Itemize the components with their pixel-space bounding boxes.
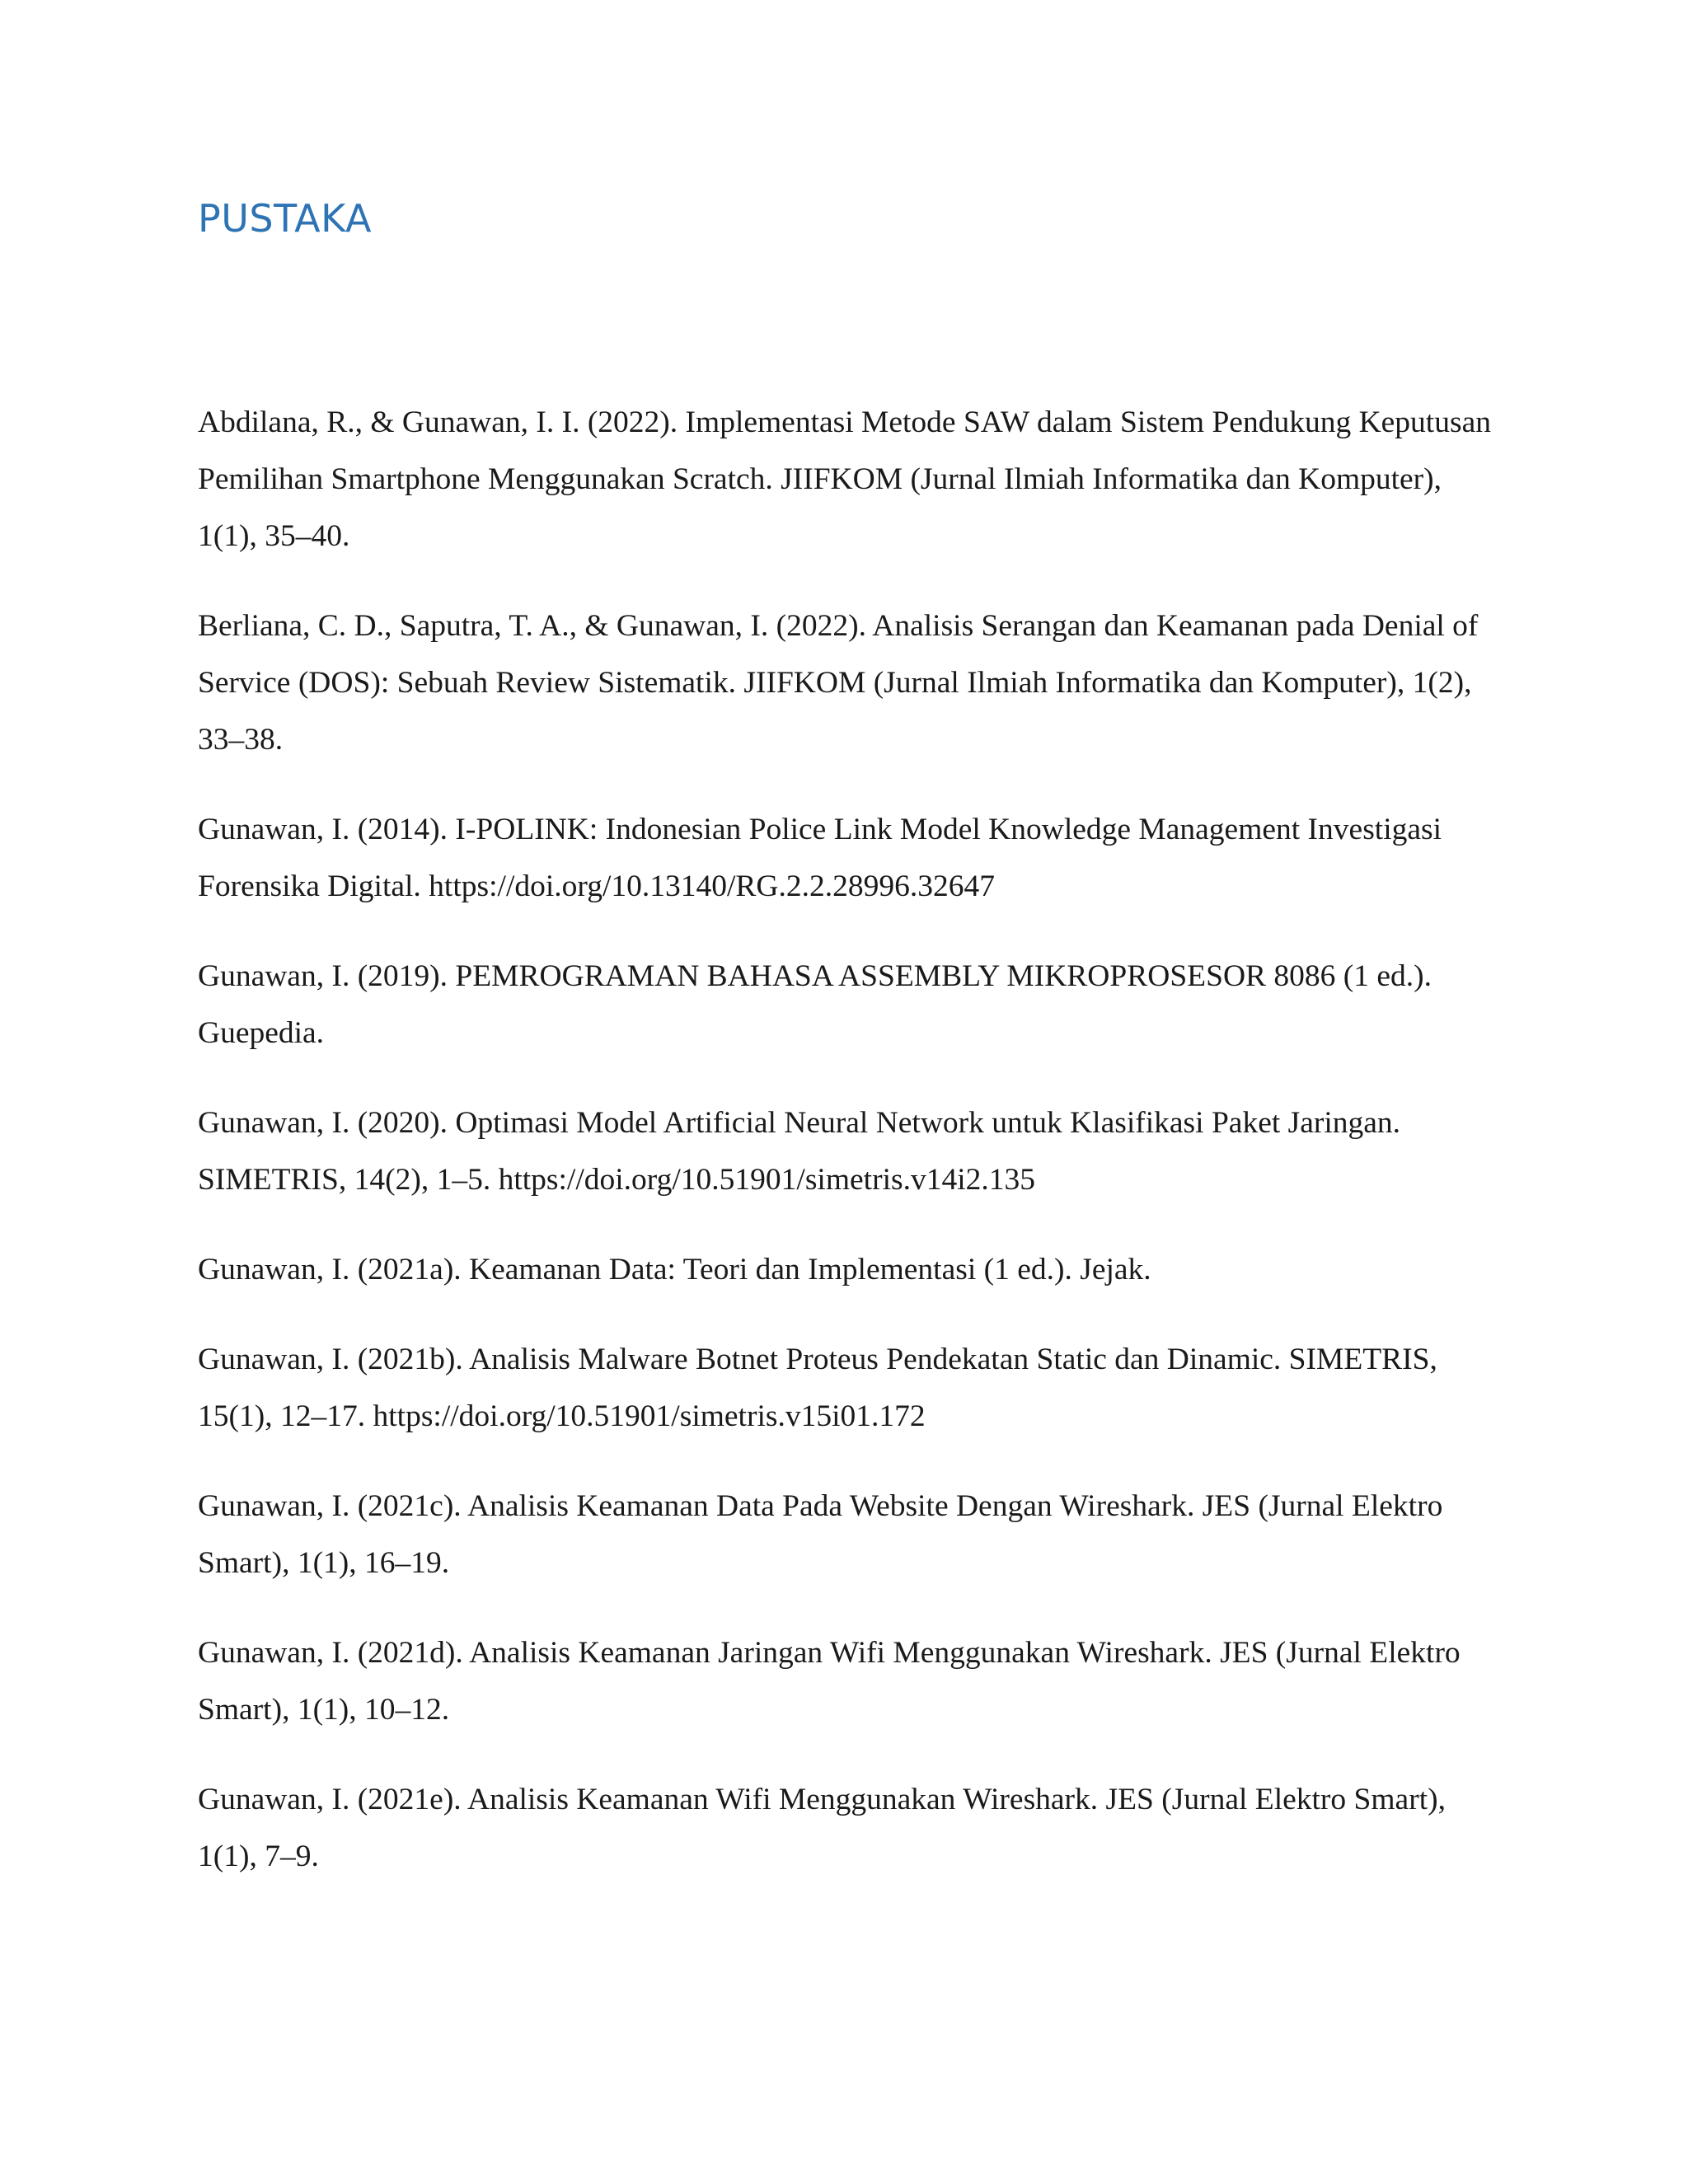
reference-list — [198, 394, 1500, 1918]
reference-item: Gunawan, I. (2019). PEMROGRAMAN BAHASA ASSEMBLY MIKROPROSESOR 8086 (1 ed.). Guepedia. — [198, 959, 1432, 1050]
section-heading: PUSTAKA — [198, 196, 372, 241]
reference-item: Gunawan, I. (2021b). Analisis Malware Botnet Proteus Pendekatan Static dan Dinamic. SIMETRIS, 15(1), 12–17. https://doi.org/10.51901/simetris.v15i01.172 — [198, 1343, 1437, 1433]
reference-item: Gunawan, I. (2021d). Analisis Keamanan Jaringan Wifi Menggunakan Wireshark. JES (Jurnal Elektro Smart), 1(1), 10–12. — [198, 1636, 1461, 1727]
reference-item: Gunawan, I. (2021a). Keamanan Data: Teori dan Implementasi (1 ed.). Jejak. — [198, 1253, 1151, 1286]
reference-item: Abdilana, R., & Gunawan, I. I. (2022). Implementasi Metode SAW dalam Sistem Pendukung Keputusan Pemilihan Smartphone Menggunakan Scratch. JIIFKOM (Jurnal Ilmiah Informatika dan Komputer), 1(1), 35–40. — [198, 405, 1491, 553]
reference-item: Gunawan, I. (2014). I-POLINK: Indonesian Police Link Model Knowledge Management Investigasi Forensika Digital. https://doi.org/10.13140/RG.2.2.28996.32647 — [198, 813, 1442, 903]
reference-item: Gunawan, I. (2020). Optimasi Model Artificial Neural Network untuk Klasifikasi Paket Jaringan. SIMETRIS, 14(2), 1–5. https://doi.org/10.51901/simetris.v14i2.135 — [198, 1106, 1401, 1197]
reference-item: Gunawan, I. (2021c). Analisis Keamanan Data Pada Website Dengan Wireshark. JES (Jurnal Elektro Smart), 1(1), 16–19. — [198, 1489, 1443, 1580]
reference-item: Gunawan, I. (2021e). Analisis Keamanan Wifi Menggunakan Wireshark. JES (Jurnal Elektro Smart), 1(1), 7–9. — [198, 1783, 1446, 1873]
reference-item: Berliana, C. D., Saputra, T. A., & Gunawan, I. (2022). Analisis Serangan dan Keamanan pada Denial of Service (DOS): Sebuah Review Sistematik. JIIFKOM (Jurnal Ilmiah Informatika dan Komputer), 1(2), 33–38. — [198, 609, 1479, 757]
